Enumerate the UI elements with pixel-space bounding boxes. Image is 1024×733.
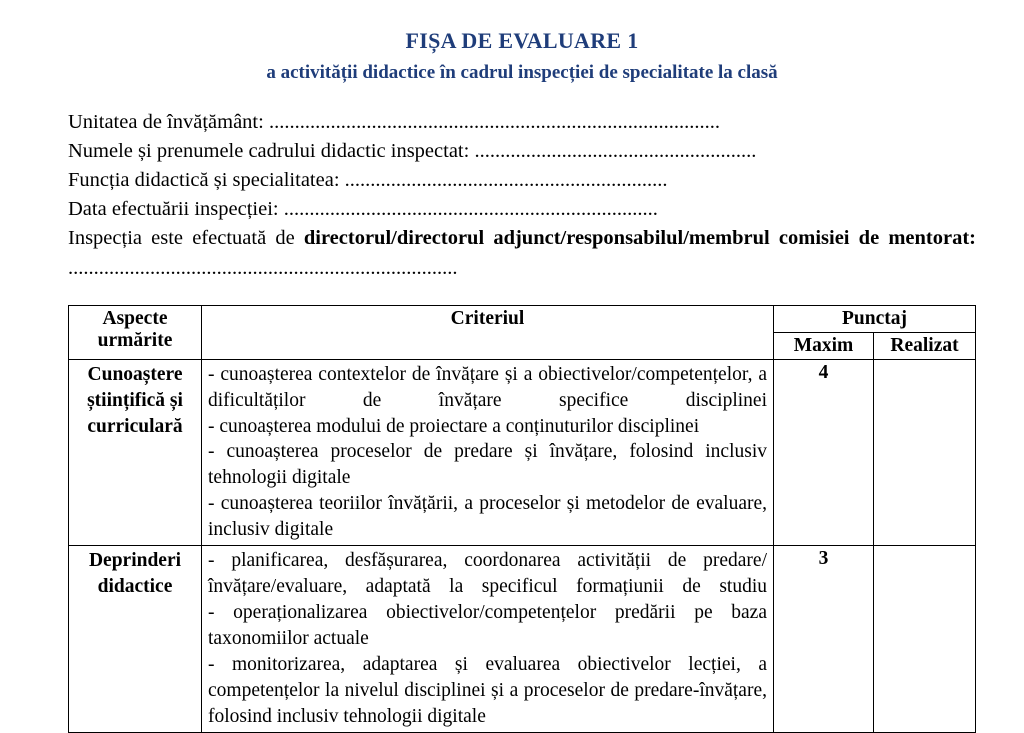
evaluation-table <box>68 305 976 733</box>
table-body <box>69 359 976 732</box>
header-realizat: Realizat <box>874 332 976 359</box>
meta-value-function: ............................................................... <box>344 169 668 192</box>
inspector-value: ............................................................................ <box>68 256 458 279</box>
table-row <box>69 546 976 732</box>
cell-maxim: 3 <box>774 546 874 732</box>
header-maxim: Maxim <box>774 332 874 359</box>
cell-maxim: 4 <box>774 359 874 545</box>
table-row <box>69 359 976 545</box>
header-aspects: Aspecte urmărite <box>69 305 202 359</box>
page-subtitle: a activității didactice în cadrul inspecției de specialitate la clasă <box>266 62 778 83</box>
criterion-item: - cunoașterea contextelor de învățare și a obiectivelor/competențelor, a dificultăților de învățare specifice disciplinei <box>208 363 767 411</box>
criterion-item: - cunoașterea proceselor de predare și învățare, folosind inclusiv tehnologii digitale <box>208 441 767 489</box>
cell-criteria <box>202 359 774 545</box>
meta-row-date <box>68 195 976 224</box>
cell-criteria <box>202 546 774 732</box>
meta-label-function: Funcția didactică și specialitatea: <box>68 169 340 192</box>
meta-label-name: Numele și prenumele cadrului didactic inspectat: <box>68 140 470 163</box>
page-title: FIȘA DE EVALUARE 1 <box>405 28 639 53</box>
cell-realizat[interactable] <box>874 359 976 545</box>
meta-row-inspector <box>68 224 976 282</box>
meta-value-name: ....................................................... <box>474 140 757 163</box>
cell-realizat[interactable] <box>874 546 976 732</box>
meta-value-date: ......................................................................... <box>283 198 658 221</box>
criterion-item: - cunoașterea modului de proiectare a conținuturilor disciplinei <box>208 415 700 437</box>
meta-row-function <box>68 166 976 195</box>
meta-row-unit <box>68 108 976 137</box>
header-criterion: Criteriul <box>202 305 774 359</box>
metadata-block <box>68 108 976 283</box>
meta-value-unit: ........................................................................................ <box>268 111 720 133</box>
table-header <box>69 305 976 359</box>
header-punctaj: Punctaj <box>774 305 976 332</box>
table-header-row-1 <box>69 305 976 332</box>
inspector-prefix: Inspecția este efectuată de <box>68 227 304 250</box>
criterion-item: - planificarea, desfășurarea, coordonarea activității de predare/învățare/evaluare, adaptată la specificul formațiunii de studiu <box>208 550 767 598</box>
criterion-item: - monitorizarea, adaptarea și evaluarea obiectivelor lecției, a competențelor la nivelul disciplinei și a proceselor de predare-învățare, folosind inclusiv tehnologii digitale <box>208 653 767 727</box>
inspector-roles: directorul/directorul adjunct/responsabilul/membrul comisiei de mentorat: <box>303 227 976 250</box>
cell-aspect: Cunoaștere științifică și curriculară <box>69 359 202 545</box>
cell-aspect: Deprinderi didactice <box>69 546 202 732</box>
meta-row-name <box>68 137 976 166</box>
meta-label-unit: Unitatea de învățământ: <box>68 111 264 133</box>
meta-label-date: Data efectuării inspecției: <box>68 198 279 221</box>
criterion-item: - cunoașterea teoriilor învățării, a proceselor și metodelor de evaluare, inclusiv digitale <box>208 493 767 541</box>
criterion-item: - operaționalizarea obiectivelor/competențelor predării pe baza taxonomiilor actuale <box>208 601 767 649</box>
